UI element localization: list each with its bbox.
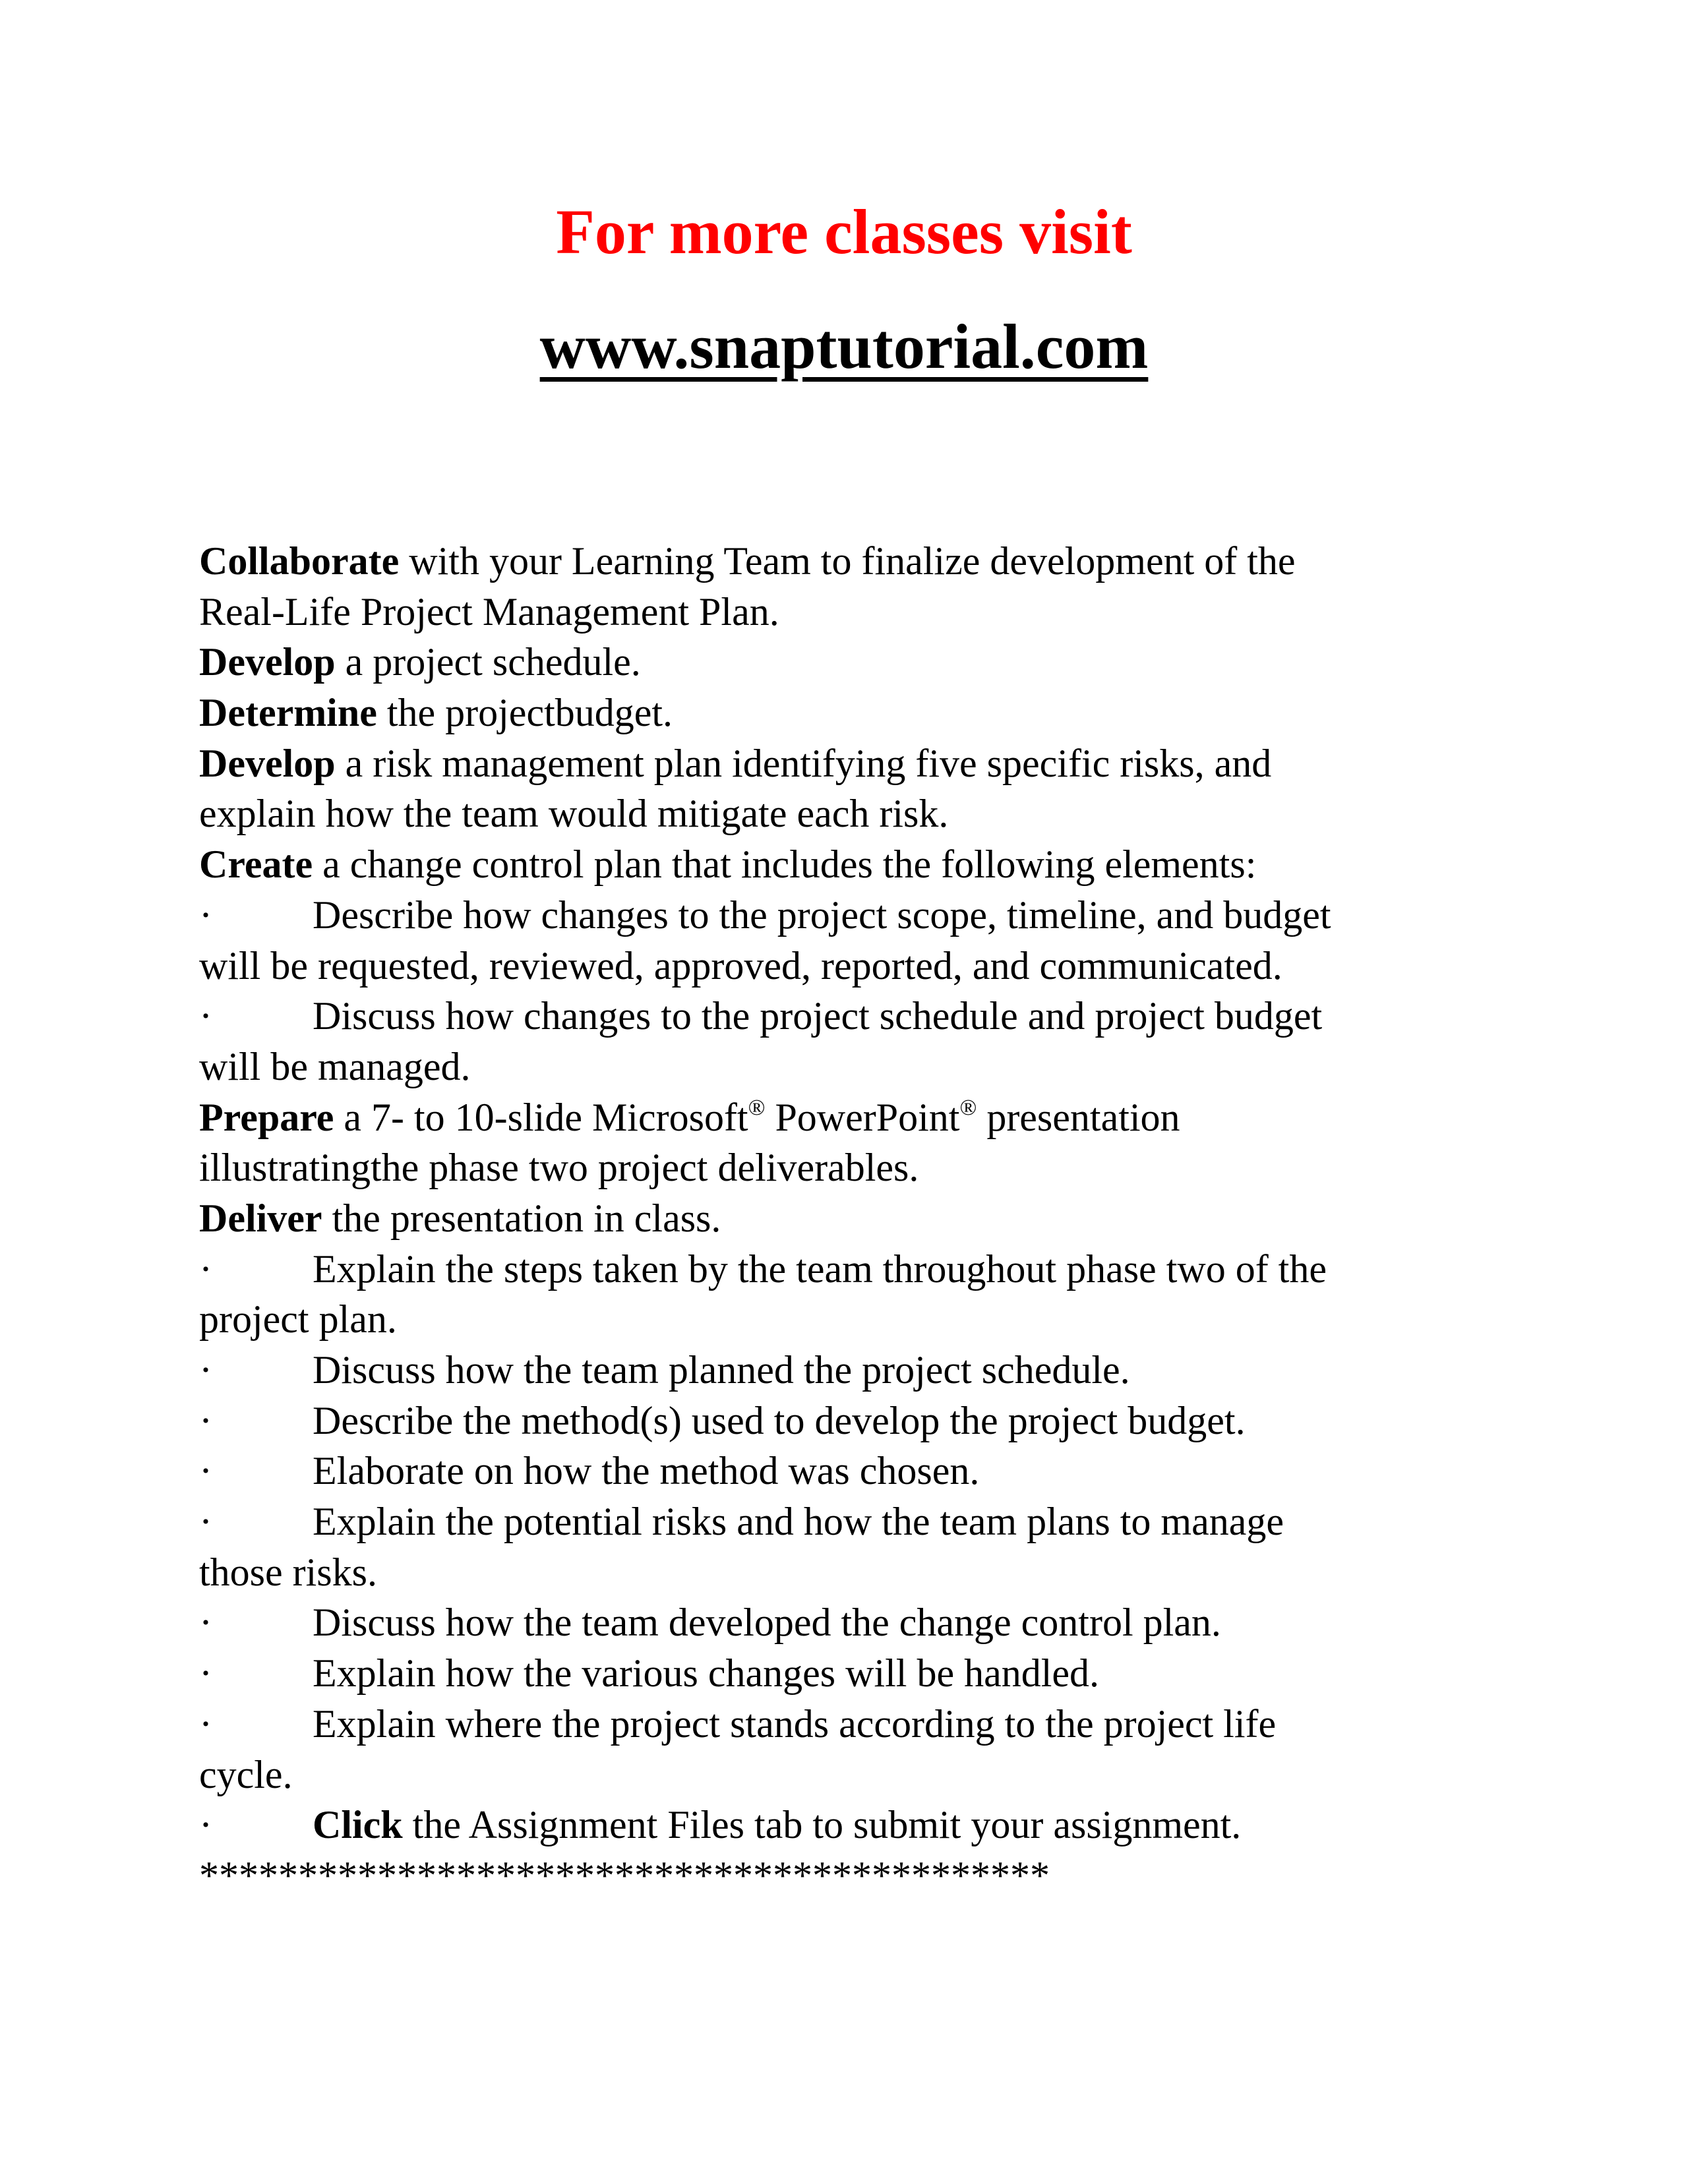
bullet-line xyxy=(199,1396,1518,1446)
line-text: Describe how changes to the project scope, timeline, and budget xyxy=(313,893,1331,937)
text-line xyxy=(199,839,1518,890)
line-text: Discuss how changes to the project schedule and project budget xyxy=(313,994,1323,1038)
text-line xyxy=(199,1142,1518,1193)
text-line xyxy=(199,1547,1518,1598)
bullet-line xyxy=(199,1800,1518,1850)
line-text: PowerPoint xyxy=(765,1095,960,1139)
line-text: Explain where the project stands according to the project life xyxy=(313,1701,1277,1746)
bullet-dot: · xyxy=(199,1449,212,1493)
text-line xyxy=(199,941,1518,991)
text-line xyxy=(199,1193,1518,1244)
bullet-dot: · xyxy=(199,1500,212,1544)
bullet-line xyxy=(199,1699,1518,1750)
line-text: illustratingthe phase two project deliverables. xyxy=(199,1146,919,1190)
text-line xyxy=(199,1092,1518,1143)
line-text: Explain the steps taken by the team throughout phase two of the xyxy=(313,1247,1327,1291)
line-text: cycle. xyxy=(199,1752,293,1796)
line-text: a risk management plan identifying five specific risks, and xyxy=(335,741,1272,785)
bullet-dot: · xyxy=(199,1651,212,1696)
bullet-dot: · xyxy=(199,1247,212,1291)
bold-verb: Create xyxy=(199,842,313,887)
line-text: those risks. xyxy=(199,1550,377,1594)
text-line xyxy=(199,1294,1518,1345)
bullet-line xyxy=(199,1597,1518,1648)
registered-mark: ® xyxy=(959,1095,977,1120)
line-text: Discuss how the team developed the change control plan. xyxy=(313,1601,1221,1645)
text-line xyxy=(199,587,1518,637)
bold-verb: Develop xyxy=(199,640,336,684)
bullet-dot: · xyxy=(199,1398,212,1442)
bold-verb: Deliver xyxy=(199,1196,322,1240)
line-text: Explain the potential risks and how the team plans to manage xyxy=(313,1500,1284,1544)
bullet-line xyxy=(199,1446,1518,1496)
line-text: Elaborate on how the method was chosen. xyxy=(313,1449,980,1493)
bullet-line xyxy=(199,991,1518,1042)
line-text: presentation xyxy=(977,1095,1180,1139)
line-text: ******************************************* xyxy=(199,1853,1050,1897)
text-line xyxy=(199,788,1518,839)
bullet-line xyxy=(199,1496,1518,1547)
line-text: a project schedule. xyxy=(335,640,641,684)
page-title: For more classes visit xyxy=(556,196,1132,267)
text-line xyxy=(199,536,1518,587)
line-text: project plan. xyxy=(199,1297,397,1342)
bullet-line xyxy=(199,890,1518,941)
bullet-dot: · xyxy=(199,994,212,1038)
bullet-line xyxy=(199,1244,1518,1295)
bold-verb: Develop xyxy=(199,741,336,785)
line-text: the Assignment Files tab to submit your assignment. xyxy=(402,1803,1242,1847)
bullet-dot: · xyxy=(199,1701,212,1746)
registered-mark: ® xyxy=(748,1095,766,1120)
line-text: Explain how the various changes will be handled. xyxy=(313,1651,1100,1696)
line-text: the presentation in class. xyxy=(322,1196,721,1240)
line-text: a 7- to 10-slide Microsoft xyxy=(334,1095,748,1139)
bold-verb: Determine xyxy=(199,691,377,735)
bold-verb: Click xyxy=(313,1803,403,1847)
text-line xyxy=(199,688,1518,738)
line-text: with your Learning Team to finalize development of the xyxy=(399,539,1296,583)
line-text: will be requested, reviewed, approved, reported, and communicated. xyxy=(199,943,1282,988)
website-link[interactable]: www.snaptutorial.com xyxy=(539,311,1149,382)
bullet-line xyxy=(199,1345,1518,1396)
bullet-dot: · xyxy=(199,893,212,937)
text-line xyxy=(199,1750,1518,1800)
line-text: Real-Life Project Management Plan. xyxy=(199,589,779,634)
line-text: explain how the team would mitigate each risk. xyxy=(199,792,949,836)
line-text: a change control plan that includes the following elements: xyxy=(313,842,1257,887)
bullet-dot: · xyxy=(199,1348,212,1392)
bold-verb: Collaborate xyxy=(199,539,400,583)
line-text: will be managed. xyxy=(199,1044,471,1088)
text-line xyxy=(199,738,1518,789)
bullet-dot: · xyxy=(199,1601,212,1645)
asterisk-divider xyxy=(199,1850,1518,1901)
line-text: the projectbudget. xyxy=(377,691,673,735)
text-line xyxy=(199,1042,1518,1092)
bullet-dot: · xyxy=(199,1803,212,1847)
line-text: Describe the method(s) used to develop the project budget. xyxy=(313,1398,1246,1442)
text-line xyxy=(199,637,1518,688)
bullet-line xyxy=(199,1648,1518,1699)
line-text: Discuss how the team planned the project schedule. xyxy=(313,1348,1130,1392)
bold-verb: Prepare xyxy=(199,1095,334,1139)
website-link-row xyxy=(0,307,1688,386)
assignment-instructions xyxy=(199,536,1518,1901)
